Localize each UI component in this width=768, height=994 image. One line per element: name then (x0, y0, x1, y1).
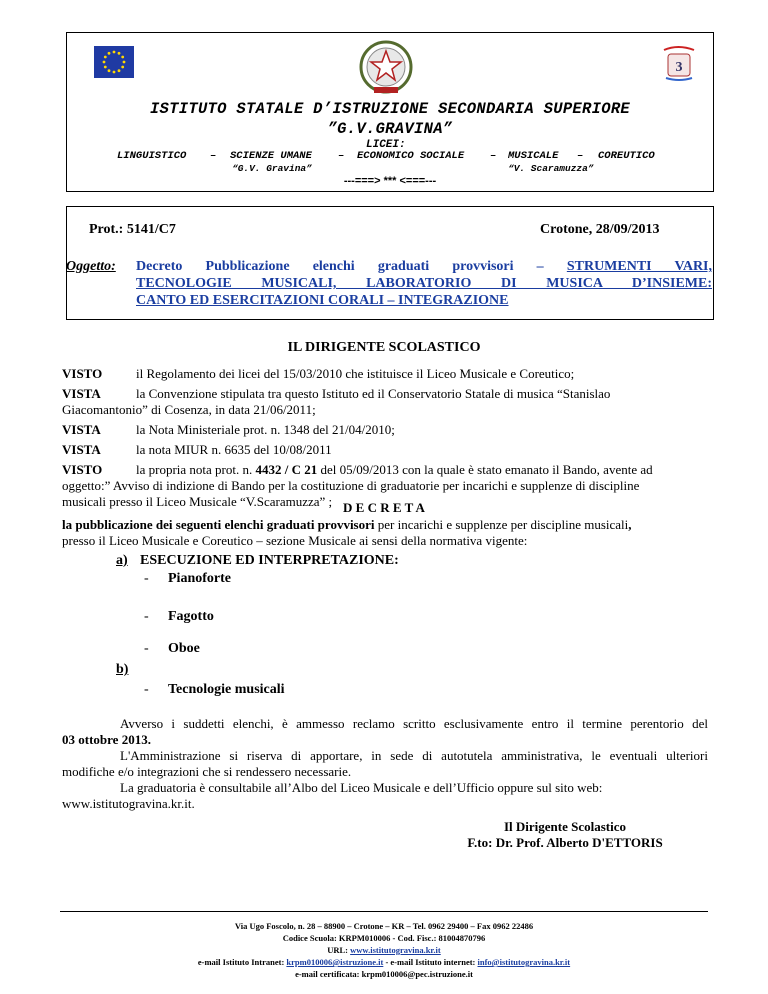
school-name-line2: ”G.V.GRAVINA” (327, 120, 453, 138)
visto2-text-a: la propria nota prot. n. (136, 462, 253, 477)
section-a-title: ESECUZIONE ED INTERPRETAZIONE: (140, 553, 399, 568)
footer-url-label: URL: (327, 945, 349, 955)
decree-line2: presso il Liceo Musicale e Coreutico – sezione Musicale ai sensi della normativa vigente: (62, 533, 528, 548)
vista2-label: VISTA (62, 422, 101, 437)
decree-text (62, 517, 712, 549)
signature-block (400, 819, 730, 851)
place-date: Crotone, 28/09/2013 (540, 222, 660, 237)
subject-underlined-3: CANTO ED ESERCITAZIONI CORALI – INTEGRAZIONE (136, 293, 509, 308)
bullet-pianoforte: - (144, 571, 149, 586)
vista1-text-b: Giacomantonio” di Cosenza, in data 21/06/2011; (62, 402, 316, 417)
subject-block (66, 258, 712, 309)
visto2-line3: musicali presso il Liceo Musicale “V.Scaramuzza” ; (62, 494, 333, 509)
subject-underlined-1: STRUMENTI VARI, (566, 259, 712, 274)
visto2-line2: oggetto:” Avviso di indizione di Bando per la costituzione di graduatorie per incarichi e supplenze di discipline (62, 478, 640, 493)
licei-scienze-umane: SCIENZE UMANE (230, 150, 312, 162)
bullet-oboe: - (144, 641, 149, 656)
item-tecnologie-musicali: Tecnologie musicali (168, 682, 285, 697)
footer-internet-email-link[interactable]: info@istitutogravina.kr.it (477, 957, 571, 967)
licei-economico-sociale: ECONOMICO SOCIALE (357, 150, 465, 162)
header-ornament: ---===> *** <===--- (343, 175, 437, 187)
vista1-text-a: la Convenzione stipulata tra questo Istituto ed il Conservatorio Statale di musica “Stanislao (136, 386, 611, 401)
signature-name: F.to: Dr. Prof. Alberto D'ETTORIS (467, 835, 663, 850)
svg-text:3: 3 (675, 60, 683, 75)
decree-plain: per incarichi e supplenze per discipline musicali (377, 517, 629, 532)
decreta-heading: D E C R E T A (343, 500, 425, 515)
dash-2: – (338, 150, 345, 162)
considerations (62, 366, 708, 510)
eu-flag-icon (94, 46, 134, 78)
footer-divider (60, 911, 708, 912)
item-oboe: Oboe (168, 641, 200, 656)
licei-linguistico: LINGUISTICO (117, 150, 187, 162)
signature-role: Il Dirigente Scolastico (503, 819, 627, 834)
para2-line1: L'Amministrazione si riserva di apportare, in sede di autotutela amministrativa, le eventuali ulteriori (120, 748, 708, 763)
para1-line1: Avverso i suddetti elenchi, è ammesso reclamo scritto esclusivamente entro il termine perentorio del (120, 716, 708, 731)
dash-1: – (210, 150, 217, 162)
closing-paragraphs (62, 716, 708, 812)
vista1-label: VISTA (62, 386, 101, 401)
visto2-text-b: del 05/09/2013 con la quale è stato emanato il Bando, avente ad (320, 462, 653, 477)
para3-website: www.istitutogravina.kr.it. (62, 796, 195, 811)
school-logo-icon (660, 44, 698, 82)
bullet-fagotto: - (144, 609, 149, 624)
footer (60, 920, 708, 980)
vista3-text: la nota MIUR n. 6635 del 10/08/2011 (136, 442, 332, 457)
section-b-letter: b) (116, 662, 129, 677)
visto2-label: VISTO (62, 462, 103, 477)
para3-line1: La graduatoria è consultabile all’Albo del Liceo Musicale e dell’Ufficio oppure sul sito web: (120, 780, 603, 795)
school-name-line1: ISTITUTO STATALE D’ISTRUZIONE SECONDARIA SUPERIORE (149, 100, 631, 118)
dash-3: – (490, 150, 497, 162)
bullet-tecnologie: - (144, 682, 149, 697)
footer-internet-label: - e-mail Istituto internet: (385, 957, 476, 967)
heading-dirigente: IL DIRIGENTE SCOLASTICO (287, 340, 481, 355)
footer-address: Via Ugo Foscolo, n. 28 – 88900 – Crotone – KR – Tel. 0962 29400 – Fax 0962 22486 (234, 921, 534, 931)
subject-text: Decreto Pubblicazione elenchi graduati provvisori – (136, 259, 544, 274)
sub-gravina: “G.V. Gravina” (232, 163, 312, 174)
visto2-prot: 4432 / C 21 (255, 462, 318, 477)
para2-line2: modifiche e/o integrazioni che si rendessero necessarie. (62, 764, 352, 779)
item-pianoforte: Pianoforte (168, 571, 231, 586)
sub-scaramuzza: “V. Scaramuzza” (508, 163, 594, 174)
italian-republic-emblem-icon (358, 38, 414, 96)
vista3-label: VISTA (62, 442, 101, 457)
dash-4: – (577, 150, 584, 162)
visto1-label: VISTO (62, 366, 103, 381)
footer-intranet-email-link[interactable]: krpm010006@istruzione.it (286, 957, 384, 967)
visto1-text: il Regolamento dei licei del 15/03/2010 che istituisce il Liceo Musicale e Coreutico; (136, 366, 575, 381)
footer-pec: e-mail certificata: krpm010006@pec.istruzione.it (295, 969, 473, 979)
licei-coreutico: COREUTICO (598, 150, 655, 162)
licei-musicale: MUSICALE (508, 150, 559, 162)
decree-bold: la pubblicazione dei seguenti elenchi graduati provvisori (62, 517, 375, 532)
item-fagotto: Fagotto (168, 609, 214, 624)
section-a-letter: a) (116, 553, 128, 568)
footer-codes: Codice Scuola: KRPM010006 - Cod. Fisc.: 81004870796 (282, 933, 486, 943)
footer-url-link[interactable]: www.istitutogravina.kr.it (350, 945, 441, 955)
para1-deadline: 03 ottobre 2013. (62, 732, 151, 747)
vista2-text: la Nota Ministeriale prot. n. 1348 del 21/04/2010; (136, 422, 395, 437)
footer-intranet-label: e-mail Istituto Intranet: (197, 957, 285, 967)
subject-underlined-2: TECNOLOGIE MUSICALI, LABORATORIO DI MUSICA D’INSIEME: (136, 276, 712, 291)
decree-comma: , (628, 517, 632, 532)
licei-label: LICEI: (366, 139, 406, 151)
protocol-number: Prot.: 5141/C7 (89, 222, 176, 237)
subject-label: Oggetto: (66, 259, 116, 274)
